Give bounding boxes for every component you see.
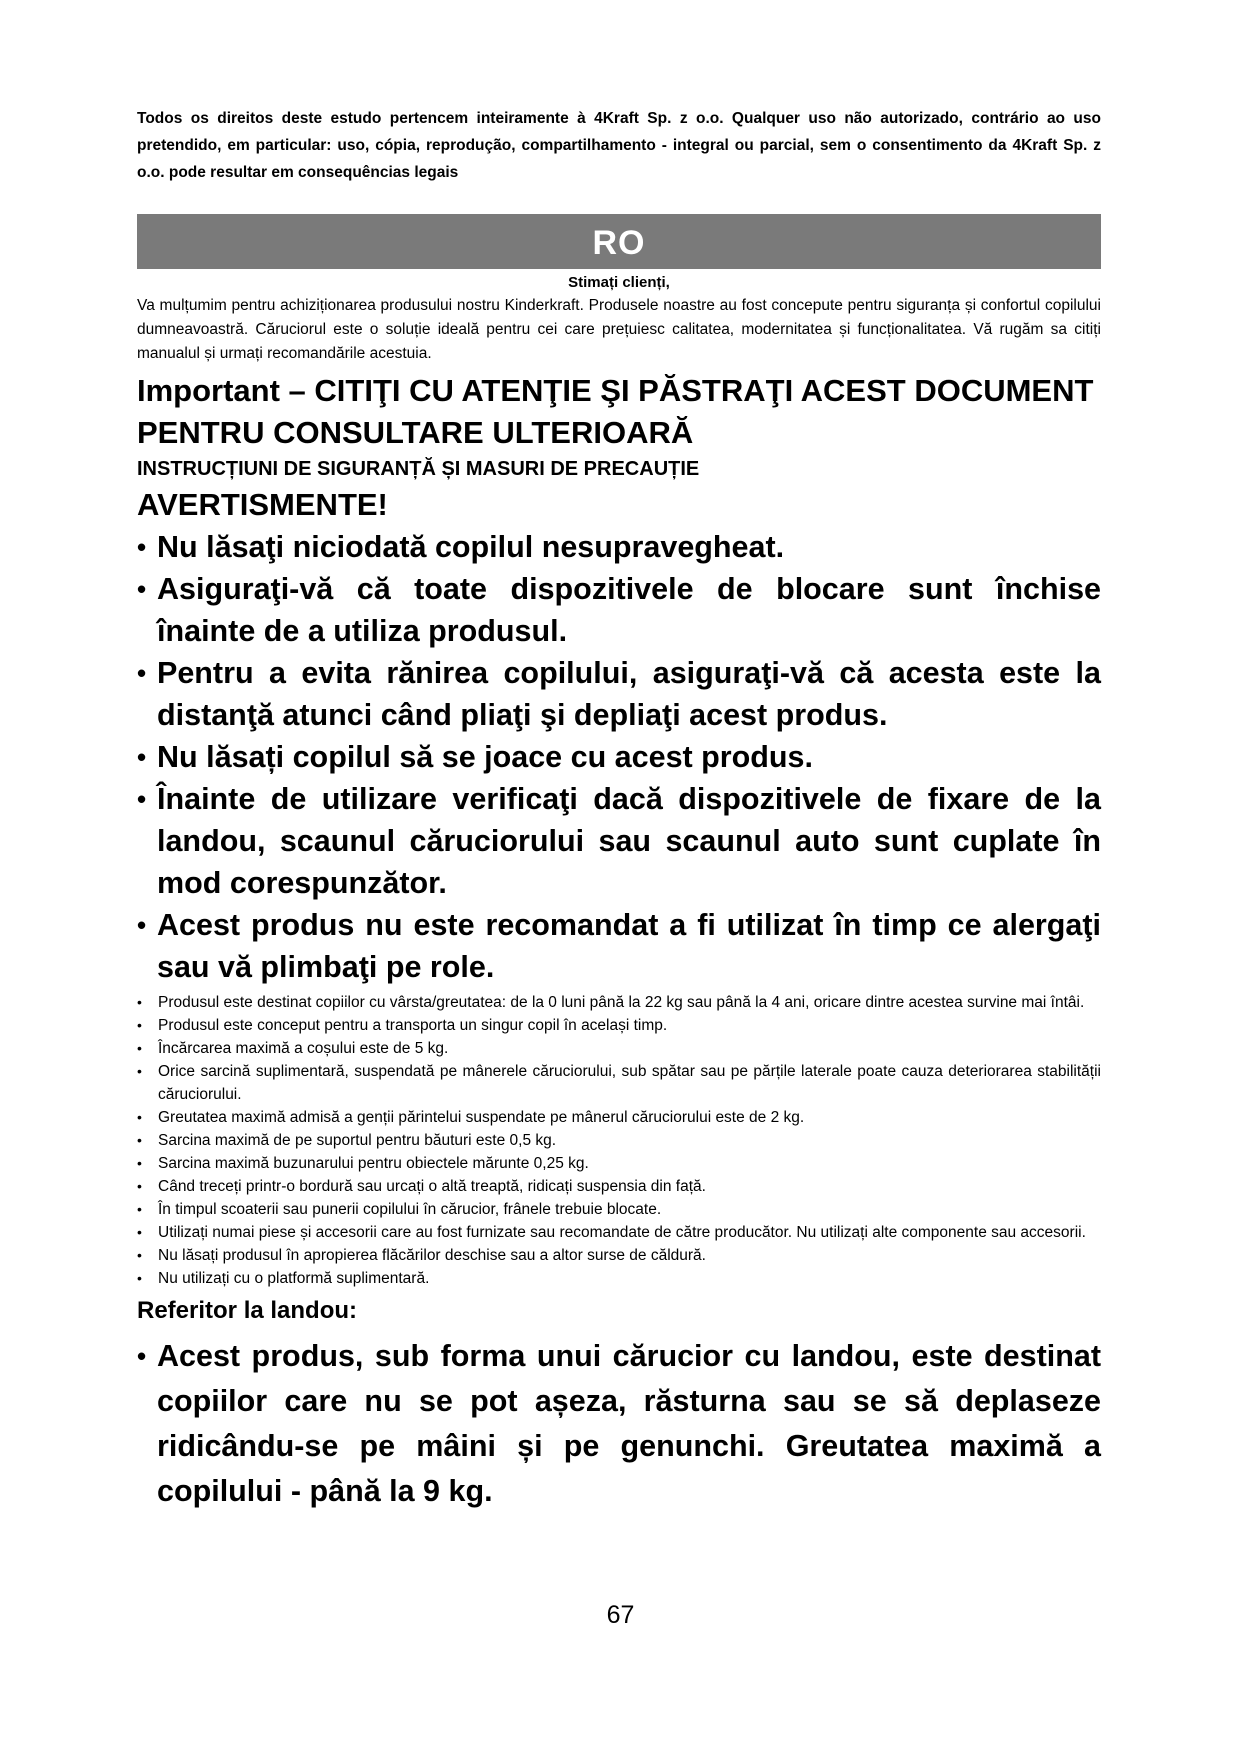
minor-warning: • Nu lăsați produsul în apropierea flăcărilor deschise sau a altor surse de căldură. — [137, 1244, 1101, 1267]
minor-warning: • Orice sarcină suplimentară, suspendată pe mânerele căruciorului, sub spătar sau pe părțile laterale poate cauza deteriorarea stabilității căruciorului. — [137, 1060, 1101, 1106]
bullet-icon: • — [137, 1017, 142, 1033]
minor-warning: • Greutatea maximă admisă a genții părintelui suspendate pe mânerul căruciorului este de 2 kg. — [137, 1106, 1101, 1129]
page-content — [137, 105, 1101, 1514]
bullet-icon: • — [137, 784, 147, 814]
landou-heading: Referitor la landou: — [137, 1297, 358, 1324]
major-warning: • Înainte de utilizare verificaţi dacă dispozitivele de fixare de la landou, scaunul căruciorului sau scaunul auto sunt cuplate în mod corespunzător. — [137, 778, 1101, 904]
major-warning: • Asiguraţi-vă că toate dispozitivele de blocare sunt închise înainte de a utiliza produsul. — [137, 568, 1101, 652]
bullet-icon: • — [137, 1201, 142, 1217]
copyright-notice: Todos os direitos deste estudo pertencem inteiramente à 4Kraft Sp. z o.o. Qualquer uso não autorizado, contrário ao uso pretendido, em particular: uso, cópia, reprodução, compartilhamento - integral ou parcial, sem o consentimento da 4Kraft Sp. z o.o. pode resultar em consequências legais — [137, 110, 1101, 181]
minor-warning: • Sarcina maximă de pe suportul pentru băuturi este 0,5 kg. — [137, 1129, 1101, 1152]
major-warning: • Nu lăsaţi niciodată copilul nesupravegheat. — [137, 526, 1101, 568]
language-banner — [137, 214, 1101, 269]
bullet-icon: • — [137, 574, 147, 604]
major-warning: • Acest produs nu este recomandat a fi utilizat în timp ce alergaţi sau vă plimbaţi pe role. — [137, 904, 1101, 988]
minor-warning: • Produsul este conceput pentru a transporta un singur copil în același timp. — [137, 1014, 1101, 1037]
bullet-icon: • — [137, 1132, 142, 1148]
bullet-icon: • — [137, 1247, 142, 1263]
minor-warning: • Când treceți printr-o bordură sau urcați o altă treaptă, ridicați suspensia din față. — [137, 1175, 1101, 1198]
landou-warnings-list — [137, 1334, 1101, 1514]
bullet-icon: • — [137, 910, 147, 940]
page-number: 67 — [606, 1601, 635, 1629]
intro-paragraph: Va mulțumim pentru achiziționarea produsului nostru Kinderkraft. Produsele noastre au fost concepute pentru siguranța și confortul copilului dumneavoastră. Căruciorul este o soluție ideală pentru cei care prețuiesc calitatea, modernitatea și funcționalitatea. Vă rugăm sa citiți manualul și urmați recomandările acestuia. — [137, 297, 1101, 362]
minor-warning: • Utilizați numai piese și accesorii care au fost furnizate sau recomandate de către producător. Nu utilizați alte componente sau accesorii. — [137, 1221, 1101, 1244]
major-warning: • Nu lăsați copilul să se joace cu acest produs. — [137, 736, 1101, 778]
minor-warning: • În timpul scoaterii sau punerii copilului în cărucior, frânele trebuie blocate. — [137, 1198, 1101, 1221]
bullet-icon: • — [137, 742, 147, 772]
bullet-icon: • — [137, 1063, 142, 1079]
landou-warning: • Acest produs, sub forma unui cărucior cu landou, este destinat copiilor care nu se pot așeza, răsturna sau se să deplaseze ridicându-se pe mâini și pe genunchi. Greutatea maximă a copilului - până la 9 kg. — [137, 1334, 1101, 1514]
bullet-icon: • — [137, 1040, 142, 1056]
bullet-icon: • — [137, 1341, 147, 1371]
minor-warning: • Nu utilizați cu o platformă suplimentară. — [137, 1267, 1101, 1290]
language-code: RO — [592, 224, 646, 262]
bullet-icon: • — [137, 1224, 142, 1240]
bullet-icon: • — [137, 1178, 142, 1194]
bullet-icon: • — [137, 532, 147, 562]
minor-warning: • Încărcarea maximă a coșului este de 5 kg. — [137, 1037, 1101, 1060]
warnings-heading: AVERTISMENTE! — [137, 487, 388, 522]
minor-warnings-list — [137, 991, 1101, 1290]
bullet-icon: • — [137, 658, 147, 688]
bullet-icon: • — [137, 1155, 142, 1171]
major-warning: • Pentru a evita rănirea copilului, asiguraţi-vă că acesta este la distanţă atunci când pliaţi şi depliaţi acest produs. — [137, 652, 1101, 736]
bullet-icon: • — [137, 1270, 142, 1286]
bullet-icon: • — [137, 1109, 142, 1125]
minor-warning: • Sarcina maximă buzunarului pentru obiectele mărunte 0,25 kg. — [137, 1152, 1101, 1175]
instructions-heading: INSTRUCȚIUNI DE SIGURANȚĂ ȘI MASURI DE PRECAUȚIE — [137, 458, 700, 480]
major-warnings-list — [137, 526, 1101, 988]
important-heading: Important – CITIŢI CU ATENŢIE ŞI PĂSTRAŢI ACEST DOCUMENT PENTRU CONSULTARE ULTERIOARĂ — [137, 373, 1094, 450]
bullet-icon: • — [137, 994, 142, 1010]
greeting: Stimați clienți, — [568, 274, 670, 291]
minor-warning: • Produsul este destinat copiilor cu vârsta/greutatea: de la 0 luni până la 22 kg sau până la 4 ani, oricare dintre acestea survine mai întâi. — [137, 991, 1101, 1014]
